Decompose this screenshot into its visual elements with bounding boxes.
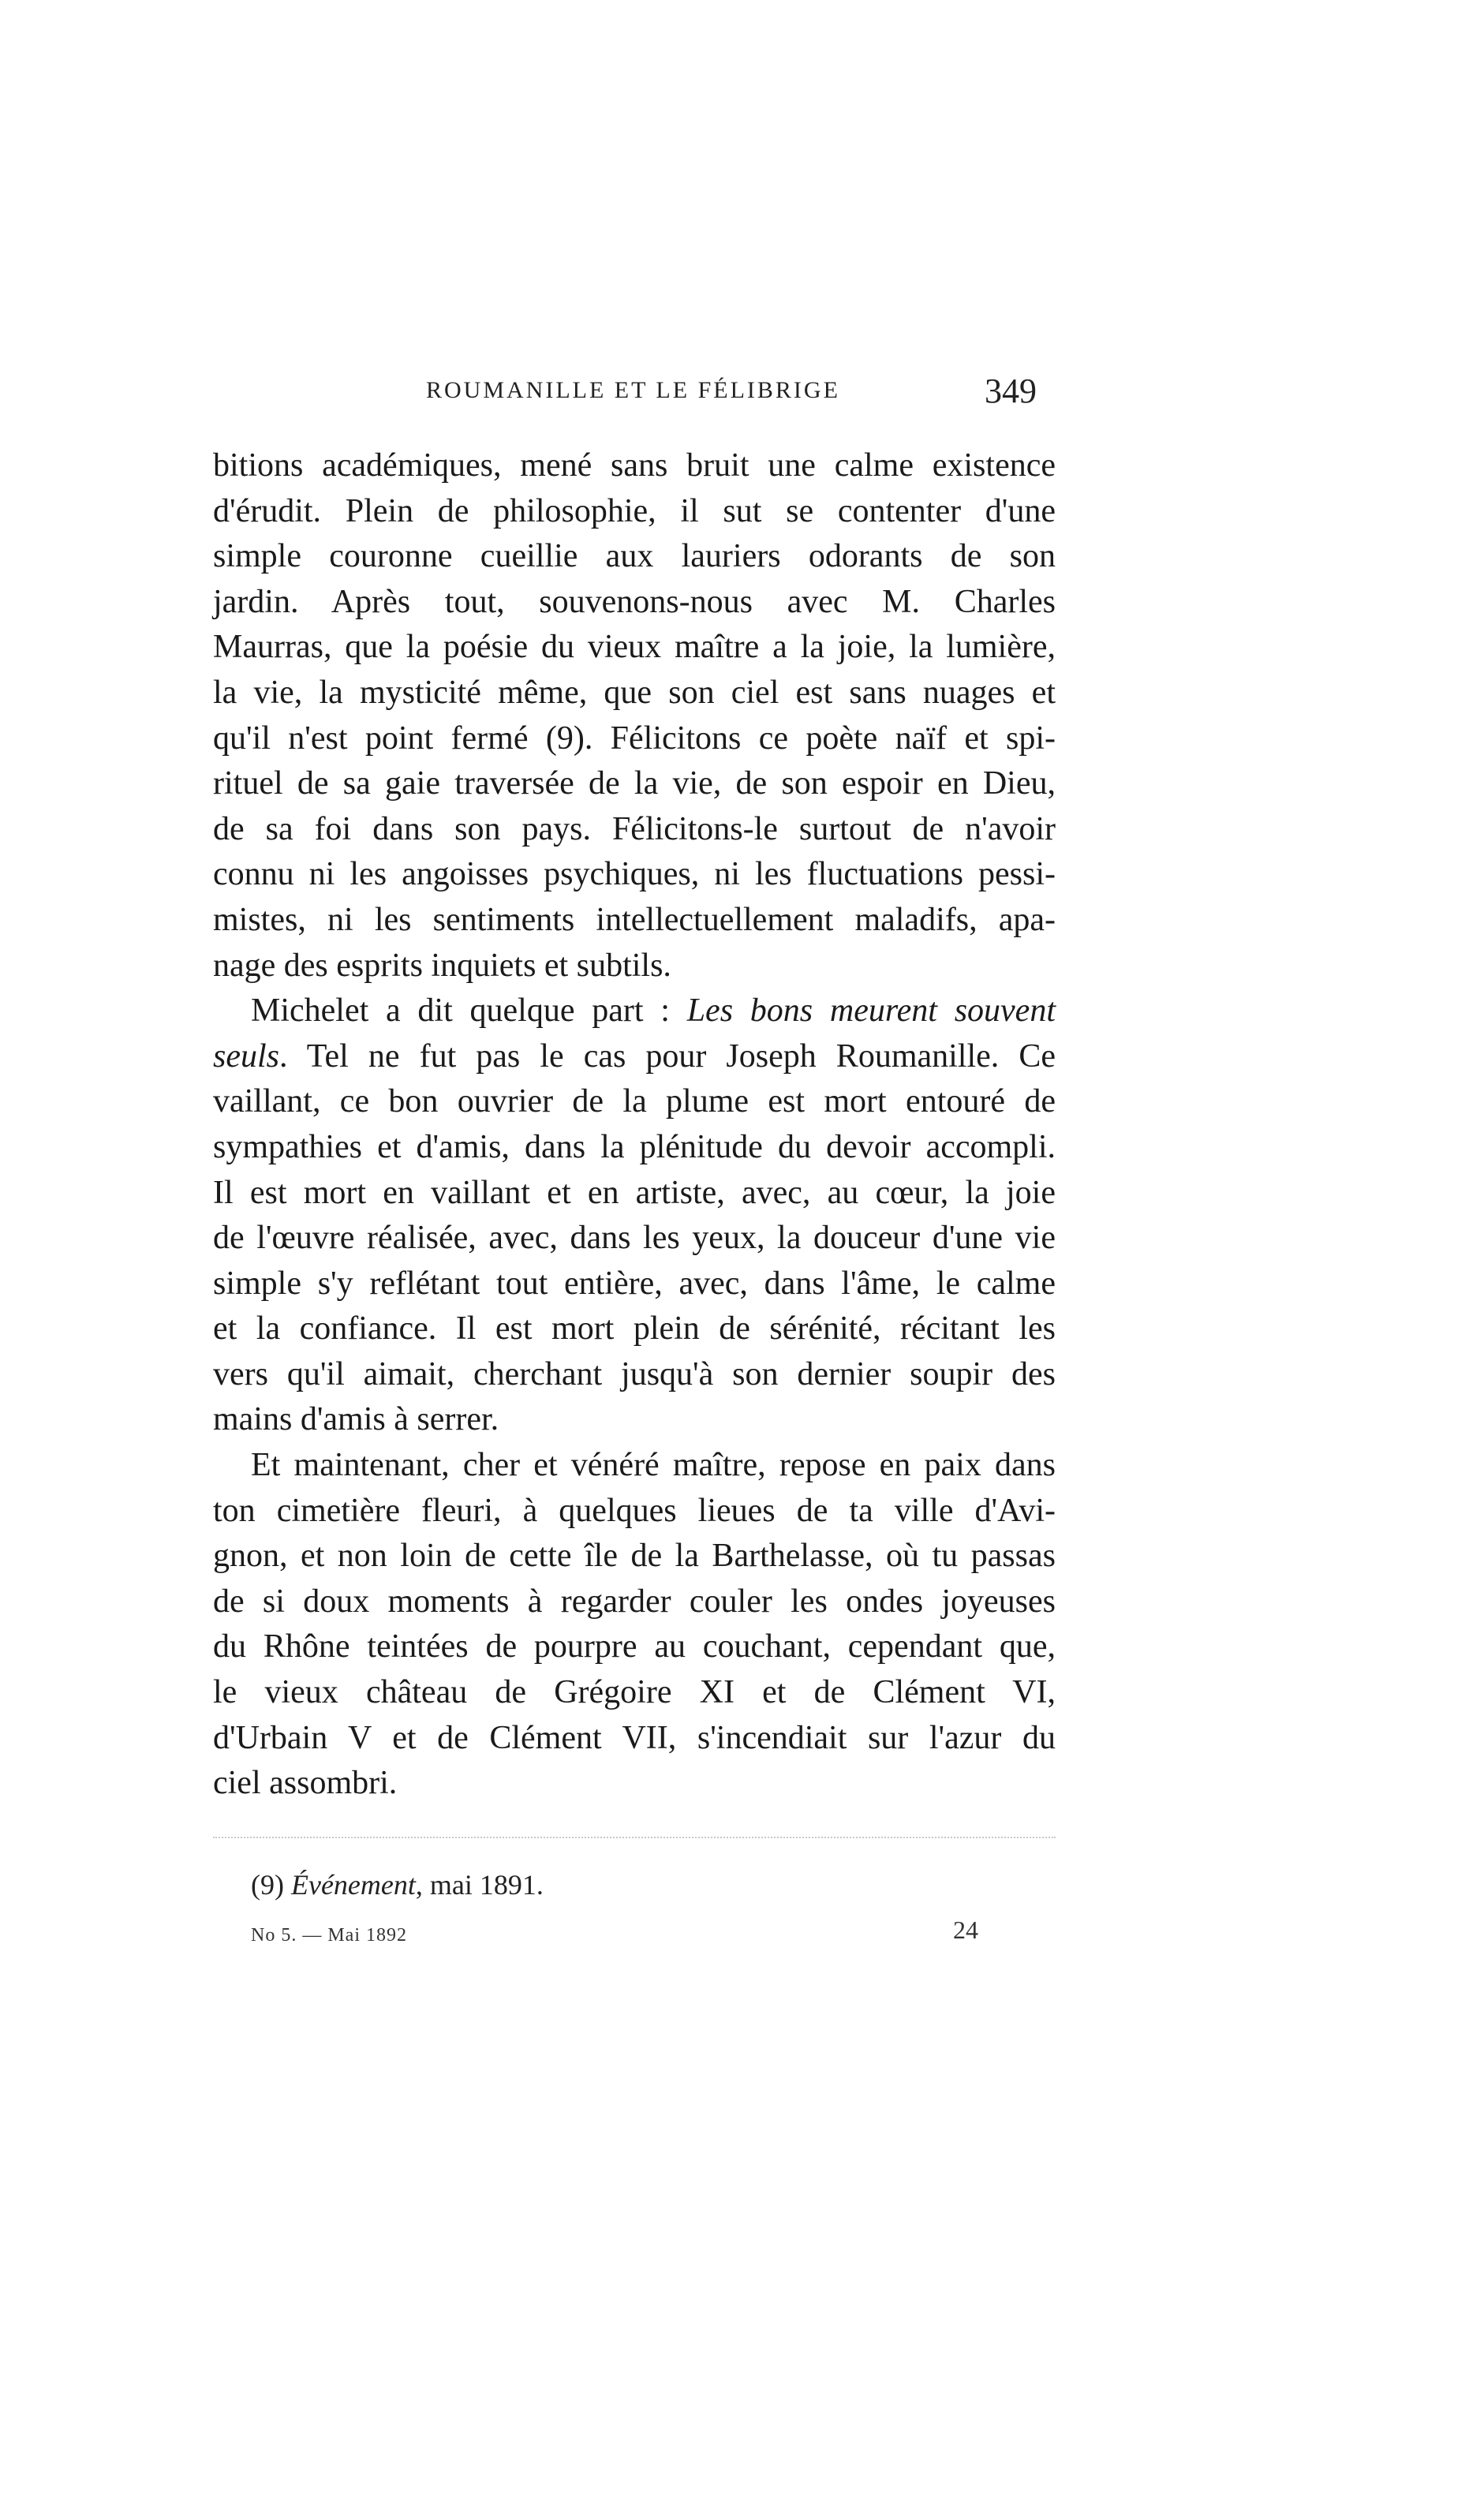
para2-second-rest: . Tel ne fut pas le cas pour Joseph Roumanille. Ce bbox=[279, 1037, 1056, 1075]
running-title: ROUMANILLE ET LE FÉLIBRIGE bbox=[426, 377, 840, 403]
body-line: le vieux château de Grégoire XI et de Clément VI, bbox=[213, 1674, 1056, 1711]
body-line: Maurras, que la poésie du vieux maître a la joie, la lumière, bbox=[213, 629, 1056, 666]
body-line: ton cimetière fleuri, à quelques lieues de ta ville d'Avi- bbox=[213, 1492, 1056, 1529]
footnote bbox=[251, 1868, 544, 1901]
body-line: nage des esprits inquiets et subtils. bbox=[213, 947, 671, 984]
body-line: rituel de sa gaie traversée de la vie, de son espoir en Dieu, bbox=[213, 765, 1056, 802]
body-line: bitions académiques, mené sans bruit une calme existence bbox=[213, 447, 1056, 484]
page-number: 349 bbox=[985, 372, 1037, 410]
body-line: simple couronne cueillie aux lauriers odorants de son bbox=[213, 538, 1056, 575]
footnote-rest: , mai 1891. bbox=[415, 1869, 544, 1901]
body-text bbox=[213, 443, 1056, 1807]
body-line: sympathies et d'amis, dans la plénitude du devoir accompli. bbox=[213, 1128, 1056, 1165]
signature-number: 24 bbox=[953, 1916, 978, 1944]
body-line: ciel assombri. bbox=[213, 1765, 398, 1802]
body-line: vaillant, ce bon ouvrier de la plume est mort entouré de bbox=[213, 1083, 1056, 1120]
body-line: simple s'y reflétant tout entière, avec, dans l'âme, le calme bbox=[213, 1265, 1056, 1302]
body-line: du Rhône teintées de pourpre au couchant, cependant que, bbox=[213, 1628, 1056, 1665]
body-line: de si doux moments à regarder couler les ondes joyeuses bbox=[213, 1583, 1056, 1620]
body-line: de sa foi dans son pays. Félicitons-le surtout de n'avoir bbox=[213, 810, 1056, 847]
body-line: vers qu'il aimait, cherchant jusqu'à son dernier soupir des bbox=[213, 1355, 1056, 1392]
footnote-marker: (9) bbox=[251, 1869, 284, 1901]
body-line: mistes, ni les sentiments intellectuellement maladifs, apa- bbox=[213, 901, 1056, 938]
paragraph-2-first-line bbox=[213, 989, 1056, 1034]
body-line: de l'œuvre réalisée, avec, dans les yeux, la douceur d'une vie bbox=[213, 1220, 1056, 1257]
body-line: et la confiance. Il est mort plein de sérénité, récitant les bbox=[213, 1310, 1056, 1348]
body-line: connu ni les angoisses psychiques, ni les fluctuations pessi- bbox=[213, 856, 1056, 893]
body-line: Il est mort en vaillant et en artiste, avec, au cœur, la joie bbox=[213, 1174, 1056, 1211]
para2-quote-part-1: Les bons meurent souvent bbox=[686, 992, 1056, 1030]
footnote-separator bbox=[213, 1837, 1056, 1838]
paragraph-2-second-line bbox=[213, 1034, 1056, 1080]
body-line: la vie, la mysticité même, que son ciel est sans nuages et bbox=[213, 674, 1056, 711]
body-line: d'Urbain V et de Clément VII, s'incendiait sur l'azur du bbox=[213, 1719, 1056, 1756]
signature-mark: No 5. — Mai 1892 bbox=[251, 1925, 407, 1946]
body-line: jardin. Après tout, souvenons-nous avec M. Charles bbox=[213, 583, 1056, 620]
footnote-source: Événement bbox=[290, 1869, 416, 1901]
body-line: mains d'amis à serrer. bbox=[213, 1401, 499, 1438]
body-line: d'érudit. Plein de philosophie, il sut se contenter d'une bbox=[213, 492, 1056, 529]
para2-quote-part-2: seuls bbox=[213, 1037, 279, 1075]
body-line: gnon, et non loin de cette île de la Barthelasse, où tu passas bbox=[213, 1538, 1056, 1575]
body-line: Et maintenant, cher et vénéré maître, repose en paix dans bbox=[251, 1447, 1056, 1484]
body-line: qu'il n'est point fermé (9). Félicitons ce poète naïf et spi- bbox=[213, 720, 1056, 757]
para2-prefix: Michelet a dit quelque part : bbox=[251, 992, 687, 1030]
